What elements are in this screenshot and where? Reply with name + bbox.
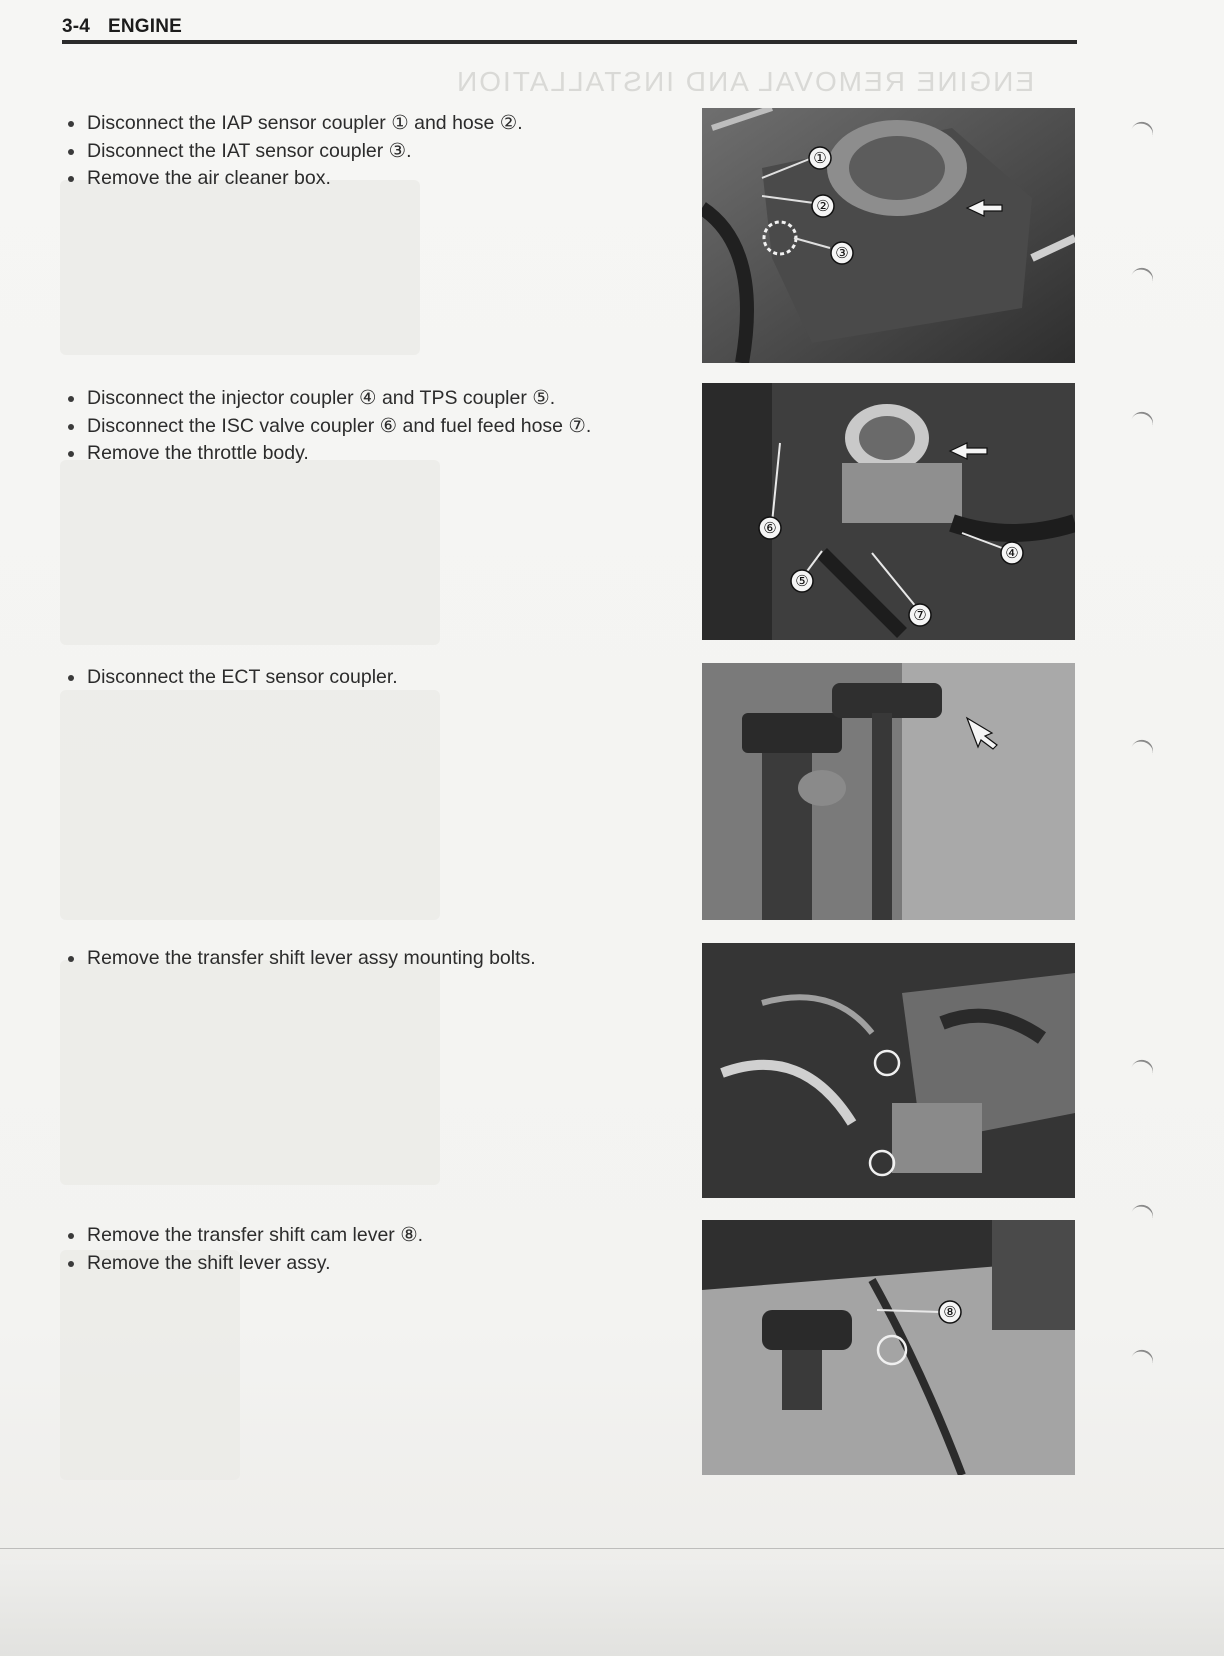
list-item: Remove the air cleaner box. (62, 165, 523, 193)
step-3-instructions (62, 664, 398, 692)
bullet-icon (68, 1233, 74, 1239)
bleed-through-box (60, 460, 440, 645)
header-rule (62, 40, 1077, 44)
photo-shift-cam-lever (702, 1220, 1075, 1475)
callout-8 (939, 1301, 961, 1323)
section-title: ENGINE (108, 16, 183, 37)
bullet-icon (68, 396, 74, 402)
svg-text:⑧: ⑧ (943, 1303, 957, 1321)
bleed-through-box (60, 690, 440, 920)
photo-air-cleaner-box (702, 108, 1075, 363)
bleed-through-box (60, 180, 420, 355)
page-number: 3-4 (62, 16, 91, 37)
callout-3 (831, 242, 853, 264)
bleed-through-box (60, 960, 440, 1185)
list-item: Disconnect the IAT sensor coupler ③. (62, 138, 523, 166)
list-item: Remove the transfer shift lever assy mounting bolts. (62, 945, 536, 973)
svg-text:⑤: ⑤ (795, 572, 809, 590)
svg-text:⑥: ⑥ (763, 519, 777, 537)
page-header (62, 10, 1077, 44)
bleed-through-box (60, 1250, 240, 1480)
list-item: Disconnect the ECT sensor coupler. (62, 664, 398, 692)
svg-text:①: ① (813, 149, 827, 167)
list-item: Disconnect the injector coupler ④ and TPS coupler ⑤. (62, 385, 591, 413)
step-1-instructions (62, 110, 523, 193)
svg-text:③: ③ (835, 244, 849, 262)
page-edge-line (0, 1548, 1224, 1549)
bullet-icon (68, 121, 74, 127)
callout-4 (1001, 542, 1023, 564)
callout-2 (812, 195, 834, 217)
bullet-icon (68, 176, 74, 182)
page-bottom-shadow (0, 1560, 1224, 1656)
callout-1 (809, 147, 831, 169)
bullet-icon (68, 675, 74, 681)
svg-text:⑦: ⑦ (913, 606, 927, 624)
bullet-icon (68, 451, 74, 457)
callout-6 (759, 517, 781, 539)
list-item: Remove the transfer shift cam lever ⑧. (62, 1222, 423, 1250)
callout-5 (791, 570, 813, 592)
svg-text:④: ④ (1005, 544, 1019, 562)
list-item: Disconnect the IAP sensor coupler ① and hose ②. (62, 110, 523, 138)
bullet-icon (68, 956, 74, 962)
list-item: Remove the shift lever assy. (62, 1250, 423, 1278)
svg-text:②: ② (816, 197, 830, 215)
callout-7 (909, 604, 931, 626)
photo-throttle-body (702, 383, 1075, 640)
bullet-icon (68, 149, 74, 155)
step-4-instructions (62, 945, 536, 973)
step-5-instructions (62, 1222, 423, 1277)
list-item: Disconnect the ISC valve coupler ⑥ and fuel feed hose ⑦. (62, 413, 591, 441)
step-2-instructions (62, 385, 591, 468)
bleed-through-text: ENGINE REMOVAL AND INSTALLATION (455, 66, 1035, 97)
photo-ect-sensor (702, 663, 1075, 920)
list-item: Remove the throttle body. (62, 440, 591, 468)
bullet-icon (68, 424, 74, 430)
photo-shift-lever-bolts (702, 943, 1075, 1198)
bullet-icon (68, 1261, 74, 1267)
